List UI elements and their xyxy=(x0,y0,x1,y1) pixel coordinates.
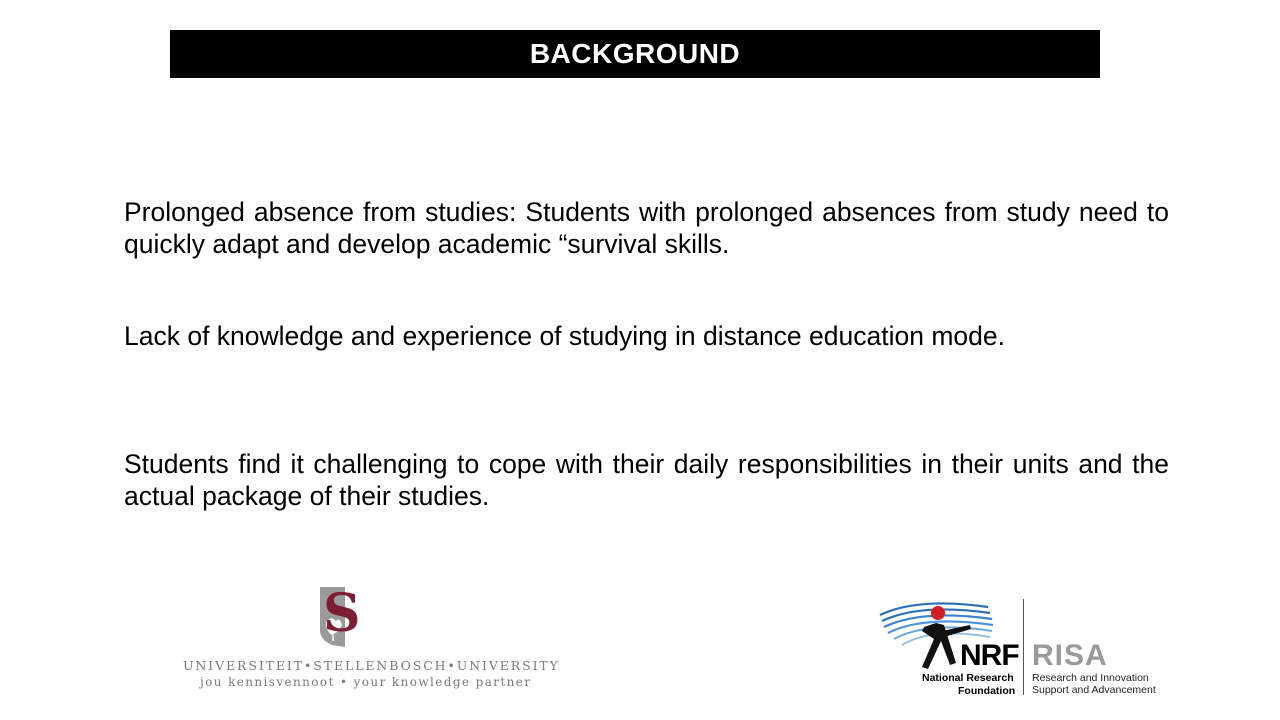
stellenbosch-emblem-icon xyxy=(180,585,520,655)
stellenbosch-tagline: jou kennisvennoot • your knowledge partner xyxy=(200,675,532,689)
bullet-paragraph-1: Prolonged absence from studies: Students with prolonged absences from study need to quickly adapt and develop academic “survival skills. xyxy=(124,197,1169,259)
nrf-risa-logo xyxy=(878,595,1168,700)
title-bar xyxy=(170,30,1100,78)
logo-divider xyxy=(1023,599,1024,695)
svg-text:S: S xyxy=(323,585,361,644)
risa-subtitle-1: Research and Innovation xyxy=(1032,672,1149,684)
risa-wordmark: RISA xyxy=(1032,639,1108,672)
risa-subtitle-2: Support and Advancement xyxy=(1032,684,1156,696)
stellenbosch-logo xyxy=(180,585,560,695)
bullet-paragraph-3: Students find it challenging to cope with their daily responsibilities in their units and the actual package of their studies. xyxy=(124,449,1169,511)
nrf-wordmark: NRF xyxy=(960,639,1019,672)
nrf-subtitle-2: Foundation xyxy=(958,685,1016,697)
nrf-subtitle-1: National Research xyxy=(922,672,1014,684)
stellenbosch-name: UNIVERSITEIT•STELLENBOSCH•UNIVERSITY xyxy=(183,658,560,673)
slide-title: BACKGROUND xyxy=(529,38,741,69)
bullet-paragraph-2: Lack of knowledge and experience of studying in distance education mode. xyxy=(124,321,1005,351)
